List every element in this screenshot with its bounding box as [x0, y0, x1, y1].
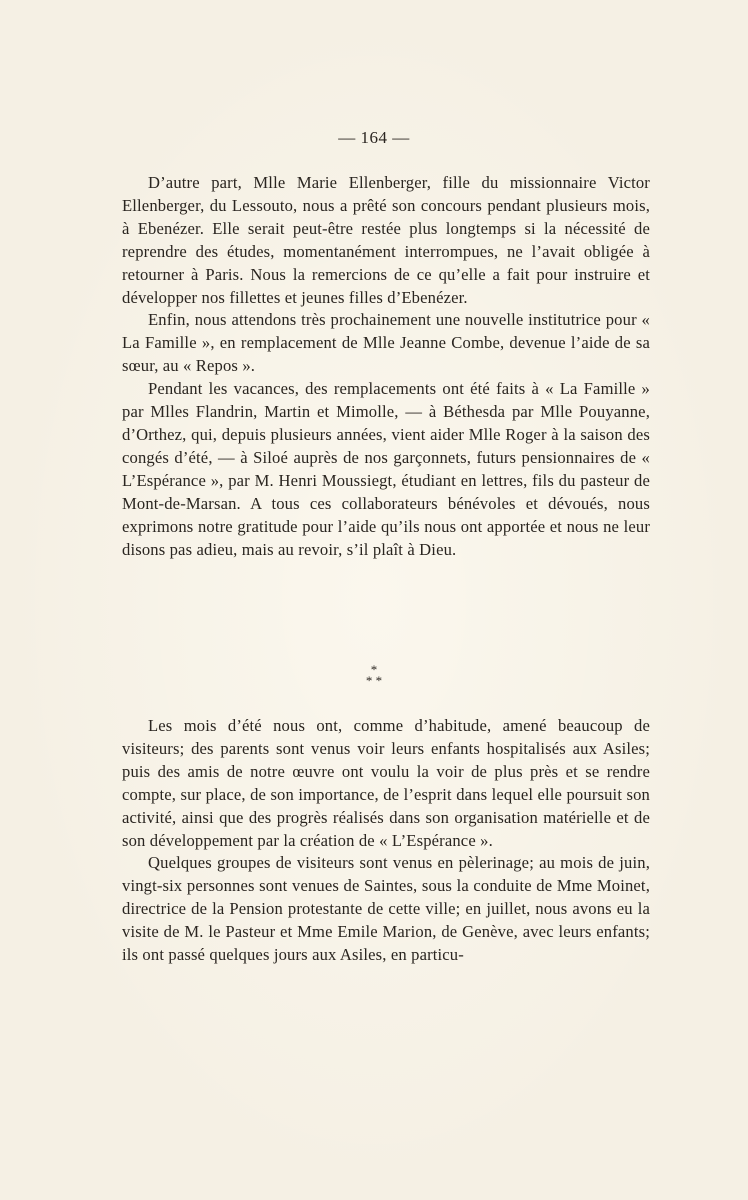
paragraph-holiday-replacements: Pendant les vacances, des remplacements ont été faits à « La Famille » par Mlles Flandrin, Martin et Mimolle, — à Béthesda par Mlle Pouyanne, d’Orthez, qui, depuis plusieurs années, vient aider Mlle Roger à la saison des congés d’été, — à Siloé auprès de nos garçonnets, futurs pensionnaires de « L’Espérance », par M. Henri Moussiegt, étudiant en lettres, fils du pasteur de Mont-de-Marsan. A tous ces collaborateurs bénévoles et dévoués, nous exprimons notre gratitude pour l’aide qu’ils nous ont apportée et nous ne leur disons pas adieu, mais au revoir, s’il plaît à Dieu. [122, 379, 650, 559]
text-block-upper [122, 172, 650, 561]
paragraph-ellenberger: D’autre part, Mlle Marie Ellenberger, fille du missionnaire Victor Ellenberger, du Lessouto, nous a prêté son concours pendant plusieurs mois, à Ebenézer. Elle serait peut-être restée plus longtemps si la nécessité de reprendre des études, momentanément interrompues, ne l’avait obligée à retourner à Paris. Nous la remercions de ce qu’elle a fait pour instruire et développer nos fillettes et jeunes filles d’Ebenézer. [122, 173, 650, 307]
paragraph-pilgrim-groups: Quelques groupes de visiteurs sont venus en pèlerinage; au mois de juin, vingt-six personnes sont venues de Saintes, sous la conduite de Mme Moinet, directrice de la Pension protestante de cette ville; en juillet, nous avons eu la visite de M. le Pasteur et Mme Emile Marion, de Genève, avec leurs enfants; ils ont passé quelques jours aux Asiles, en particu- [122, 853, 650, 965]
section-separator-asterism [0, 664, 748, 686]
asterism-bottom-stars: * * [365, 673, 383, 688]
text-block-lower [122, 715, 650, 967]
page-number: — 164 — [338, 128, 410, 147]
asterism-top-star: * [370, 662, 378, 677]
paragraph-summer-visitors: Les mois d’été nous ont, comme d’habitude, amené beaucoup de visiteurs; des parents sont venus voir leurs enfants hospitalisés aux Asiles; puis des amis de notre œuvre ont voulu la voir de plus près et se rendre compte, sur place, de son importance, de l’esprit dans lequel elle poursuit son activité, ainsi que des progrès réalisés dans son organisation matérielle et de son développement par la création de « L’Espérance ». [122, 716, 650, 850]
paragraph-new-teacher: Enfin, nous attendons très prochainement une nouvelle institutrice pour « La Famille », en remplacement de Mlle Jeanne Combe, devenue l’aide de sa sœur, au « Repos ». [122, 310, 650, 376]
